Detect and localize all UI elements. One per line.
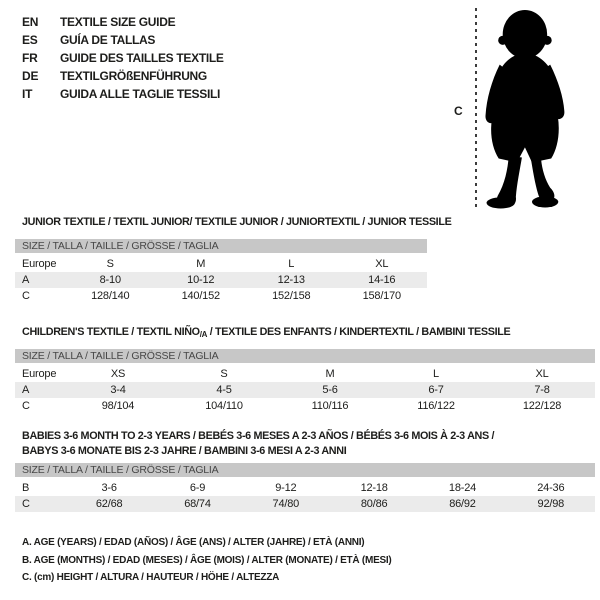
row-label: C xyxy=(22,498,30,510)
table-cell: 6-9 xyxy=(189,482,206,494)
children-size-table xyxy=(15,349,595,414)
junior-size-table xyxy=(15,239,427,304)
table-cell: 3-6 xyxy=(101,482,117,494)
table-cell: 18-24 xyxy=(448,482,477,494)
table-cell: 86/92 xyxy=(449,498,476,510)
note-height-cm: C. (cm) HEIGHT / ALTURA / HAUTEUR / HÖHE / ALTEZZA xyxy=(22,572,280,583)
column-header: Europe xyxy=(22,368,57,380)
language-title: TEXTILE SIZE GUIDE xyxy=(60,15,176,29)
table-cell: 5-6 xyxy=(322,384,338,396)
children-heading-text: / TEXTILE DES ENFANTS / KINDERTEXTIL / BAMBINI TESSILE xyxy=(207,326,511,338)
row-label: C xyxy=(22,290,30,302)
column-header: S xyxy=(106,258,114,270)
table-column-header-row xyxy=(15,256,427,272)
note-age-months: B. AGE (MONTHS) / EDAD (MESES) / ÂGE (MOIS) / ALTER (MONATE) / ETÀ (MESI) xyxy=(22,554,392,566)
table-cell: 8-10 xyxy=(99,274,121,286)
table-row xyxy=(15,496,595,512)
table-cell: 12-18 xyxy=(360,482,388,494)
language-title-list xyxy=(22,13,224,103)
language-row xyxy=(22,13,224,31)
table-cell: 12-13 xyxy=(277,274,305,286)
table-cell: 68/74 xyxy=(184,498,211,510)
table-cell: 9-12 xyxy=(275,482,297,494)
column-header: XL xyxy=(535,368,549,380)
size-header-bar: SIZE / TALLA / TAILLE / GRÖSSE / TAGLIA xyxy=(15,239,427,253)
table-cell: 74/80 xyxy=(272,498,300,510)
language-code: IT xyxy=(22,87,33,101)
height-measure-label: C xyxy=(454,104,463,118)
table-cell: 140/152 xyxy=(181,290,220,302)
table-row xyxy=(15,480,595,496)
table-cell: 24-36 xyxy=(537,482,565,494)
table-column-header-row xyxy=(15,366,595,382)
table-cell: 92/98 xyxy=(537,498,565,510)
table-cell: 110/116 xyxy=(311,400,349,412)
babies-heading-line2: BABYS 3-6 MONATE BIS 2-3 JAHRE / BAMBINI 3-6 MESI A 2-3 ANNI xyxy=(22,445,347,457)
baby-figure xyxy=(440,0,600,215)
column-header: M xyxy=(325,368,335,380)
language-row xyxy=(22,31,224,49)
row-label: B xyxy=(22,482,30,494)
size-header-bar: SIZE / TALLA / TAILLE / GRÖSSE / TAGLIA xyxy=(15,463,595,477)
row-label: C xyxy=(22,400,30,412)
table-cell: 4-5 xyxy=(216,384,232,396)
language-row xyxy=(22,85,224,103)
legend-notes xyxy=(22,534,392,587)
table-cell: 152/158 xyxy=(272,290,311,302)
row-label: A xyxy=(22,384,30,396)
babies-section-heading xyxy=(22,429,494,459)
table-cell: 10-12 xyxy=(187,274,215,286)
babies-heading-line1: BABIES 3-6 MONTH TO 2-3 YEARS / BEBÉS 3-6 MESES A 2-3 AÑOS / BÉBÉS 3-6 MOIS À 2-3 ANS / xyxy=(22,430,495,442)
size-header-bar: SIZE / TALLA / TAILLE / GRÖSSE / TAGLIA xyxy=(15,349,595,363)
table-row xyxy=(15,398,595,414)
column-header: L xyxy=(433,368,439,380)
language-row xyxy=(22,49,224,67)
column-header: S xyxy=(220,368,228,380)
language-code: FR xyxy=(22,51,38,65)
table-cell: 104/110 xyxy=(205,400,243,412)
junior-section-heading: JUNIOR TEXTILE / TEXTIL JUNIOR/ TEXTILE JUNIOR / JUNIORTEXTIL / JUNIOR TESSILE xyxy=(22,216,452,228)
note-age-years: A. AGE (YEARS) / EDAD (AÑOS) / ÂGE (ANS) / ALTER (JAHRE) / ETÀ (ANNI) xyxy=(22,537,365,548)
language-title: GUIDE DES TAILLES TEXTILE xyxy=(60,51,224,65)
column-header: XL xyxy=(375,258,389,270)
row-label: A xyxy=(22,274,30,286)
table-row xyxy=(15,382,595,398)
column-header: XS xyxy=(110,368,126,380)
children-section-heading xyxy=(22,326,510,339)
column-header: M xyxy=(196,258,206,270)
table-cell: 62/68 xyxy=(95,498,123,510)
table-row xyxy=(15,272,427,288)
language-code: ES xyxy=(22,33,38,47)
baby-silhouette-icon xyxy=(482,6,580,210)
language-title: GUIDA ALLE TAGLIE TESSILI xyxy=(60,87,221,101)
column-header: Europe xyxy=(22,258,57,270)
language-row xyxy=(22,67,224,85)
table-row xyxy=(15,288,427,304)
table-cell: 7-8 xyxy=(534,384,550,396)
table-cell: 6-7 xyxy=(428,384,444,396)
table-cell: 128/140 xyxy=(91,290,130,302)
children-heading-text: CHILDREN'S TEXTILE / TEXTIL NIÑO xyxy=(22,326,200,338)
babies-size-table xyxy=(15,463,595,512)
table-cell: 122/128 xyxy=(522,400,562,412)
table-cell: 98/104 xyxy=(101,400,135,412)
children-heading-sub: /A xyxy=(199,330,208,339)
language-title: TEXTILGRÖßENFÜHRUNG xyxy=(60,69,207,83)
language-title: GUÍA DE TALLAS xyxy=(60,33,156,47)
height-measure-dashed-line xyxy=(475,8,477,208)
table-cell: 158/170 xyxy=(362,290,401,302)
column-header: L xyxy=(288,258,295,270)
language-code: EN xyxy=(22,15,39,29)
table-cell: 3-4 xyxy=(110,384,126,396)
language-code: DE xyxy=(22,69,39,83)
table-cell: 80/86 xyxy=(360,498,388,510)
table-cell: 14-16 xyxy=(368,274,396,286)
table-cell: 116/122 xyxy=(417,400,455,412)
